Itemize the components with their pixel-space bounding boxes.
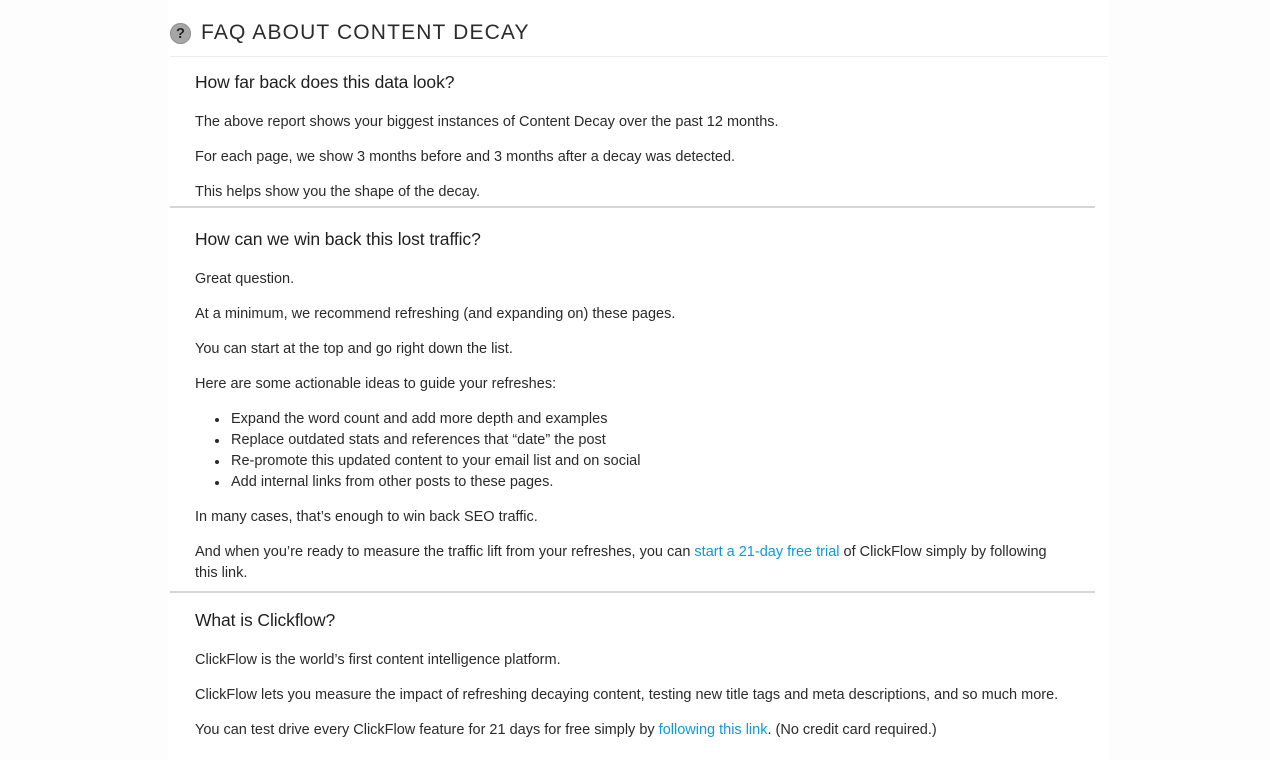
faq-section-2: [195, 229, 1075, 584]
closing-text-before: You can test drive every ClickFlow feature for 21 days for free simply by: [195, 722, 659, 738]
closing-text-after: . (No credit card required.): [767, 722, 937, 738]
section-divider-2: [170, 591, 1095, 593]
following-this-link[interactable]: following this link: [658, 722, 768, 738]
free-trial-link[interactable]: start a 21-day free trial: [694, 544, 840, 560]
faq-answer-3-closing: [195, 720, 1075, 741]
faq-answer-3-p2: ClickFlow lets you measure the impact of refreshing decaying content, testing new title tags and meta descriptions, and so much more.: [195, 687, 1059, 703]
faq-answer-1-p3: This helps show you the shape of the decay.: [195, 184, 481, 200]
list-item: Re-promote this updated content to your email list and on social: [231, 451, 1075, 472]
faq-answer-1-p2: For each page, we show 3 months before and 3 months after a decay was detected.: [195, 149, 736, 165]
faq-question-3: What is Clickflow?: [195, 610, 336, 630]
faq-answer-2-p1: Great question.: [195, 271, 295, 287]
faq-section-3: [195, 610, 1075, 741]
faq-header: [170, 16, 530, 50]
closing-text-before: And when you’re ready to measure the traffic lift from your refreshes, you can: [195, 544, 695, 560]
faq-answer-2-p3: You can start at the top and go right down the list.: [195, 341, 513, 357]
faq-answer-1-p1: The above report shows your biggest instances of Content Decay over the past 12 months.: [195, 114, 779, 130]
page-title: FAQ ABOUT CONTENT DECAY: [201, 21, 530, 44]
refresh-ideas-list: [195, 409, 1075, 493]
faq-answer-3-p1: ClickFlow is the world’s first content intelligence platform.: [195, 652, 561, 668]
question-mark-circle-icon: ?: [170, 23, 191, 44]
faq-section-1: [195, 72, 1075, 203]
section-divider-1: [170, 206, 1095, 208]
faq-question-2: How can we win back this lost traffic?: [195, 229, 481, 249]
list-item: Expand the word count and add more depth and examples: [231, 409, 1075, 430]
faq-question-1: How far back does this data look?: [195, 72, 455, 92]
faq-answer-2-closing: [195, 542, 1057, 584]
list-item: Replace outdated stats and references that “date” the post: [231, 430, 1075, 451]
list-item: Add internal links from other posts to these pages.: [231, 472, 1075, 493]
header-divider: [170, 56, 1108, 57]
closing-text-after: of ClickFlow simply by following this link.: [195, 544, 1047, 581]
faq-answer-2-p4: Here are some actionable ideas to guide your refreshes:: [195, 376, 557, 392]
faq-answer-2-p2: At a minimum, we recommend refreshing (and expanding on) these pages.: [195, 306, 676, 322]
faq-answer-2-p5: In many cases, that’s enough to win back SEO traffic.: [195, 509, 538, 525]
